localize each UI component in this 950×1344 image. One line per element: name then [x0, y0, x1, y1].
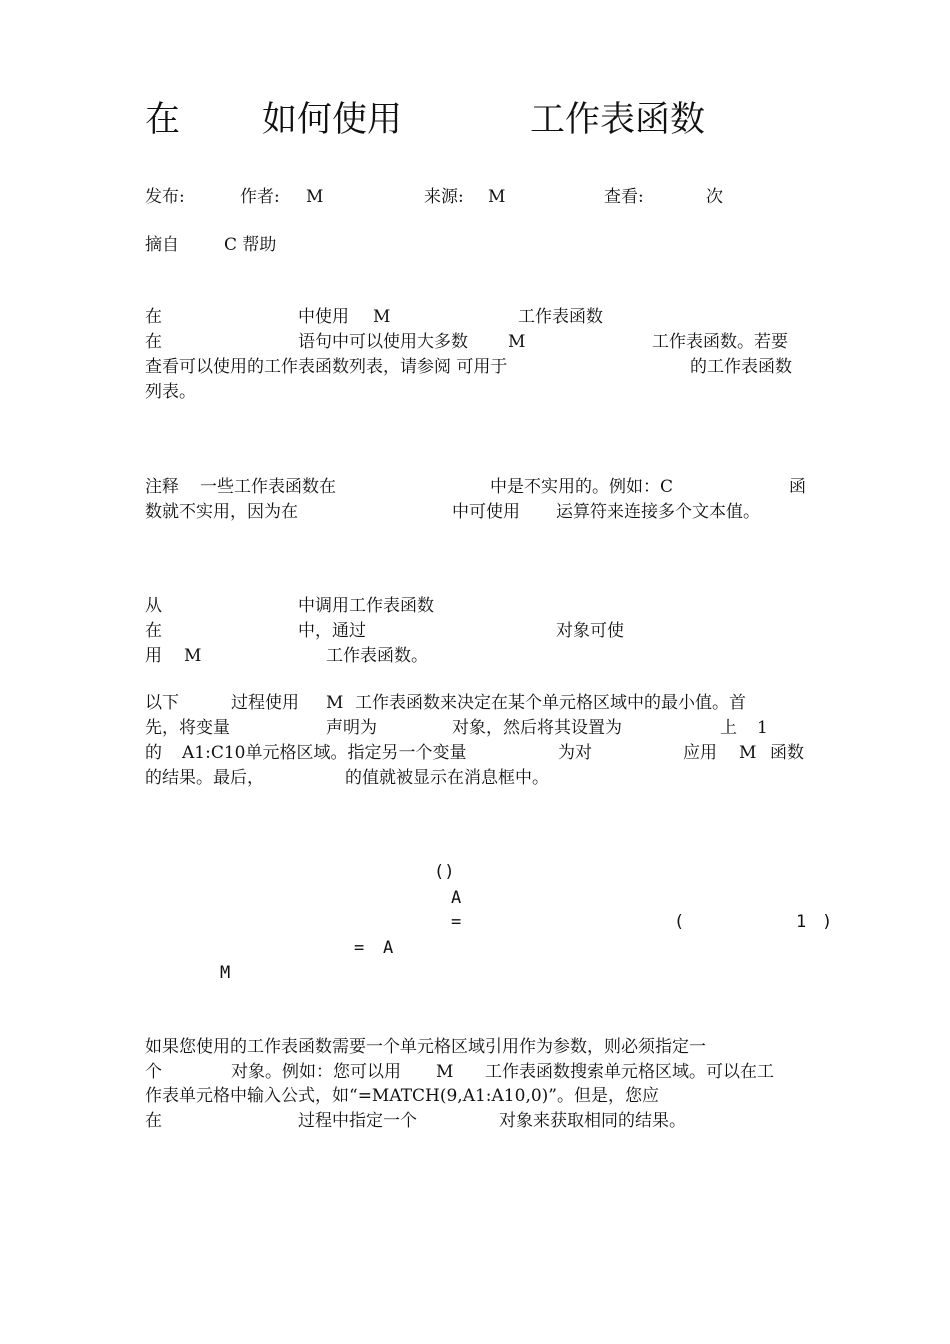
section1-heading-c: 工作表函数 [518, 307, 603, 327]
published-label: 发布: [145, 187, 185, 207]
excerpt-label: 摘自 [145, 235, 179, 255]
para3-line2-a: 先，将变量 [145, 718, 230, 738]
note-line1-d: 函 [789, 477, 806, 497]
section2-line2-m: M [184, 646, 202, 666]
para3-line3-a: 的 [145, 743, 162, 763]
para3-line2-b: 声明为 [326, 718, 377, 738]
para3-line3-c: 为对 [558, 743, 592, 763]
para3-line1-b: 过程使用 [231, 693, 299, 713]
title-part-2: 如何使用 [262, 100, 403, 140]
section2-line1-a: 在 [145, 621, 162, 641]
section2-line2-b: 工作表函数。 [326, 646, 428, 666]
code-line3-d: ) [822, 912, 833, 932]
para4-line2-a: 个 [145, 1062, 162, 1082]
para4-line4-b: 过程中指定一个 [298, 1111, 417, 1131]
section1-heading-m: M [373, 307, 391, 327]
section1-heading-b: 中使用 [298, 307, 349, 327]
views-unit: 次 [706, 187, 723, 207]
author-label: 作者: [240, 187, 280, 207]
note-line2-a: 数就不实用，因为在 [145, 502, 298, 522]
source-label: 来源: [424, 187, 464, 207]
code-line2: A [451, 888, 462, 908]
para3-line2-c: 对象，然后将其设置为 [452, 718, 622, 738]
author-value: M [306, 187, 324, 207]
section1-heading-a: 在 [145, 307, 162, 327]
para3-line3-d: 应用 [683, 743, 717, 763]
para3-line2-e: 1 [757, 718, 768, 738]
title-part-3: 工作表函数 [530, 100, 706, 140]
section2-line1-c: 对象可使 [556, 621, 624, 641]
code-line4-a: = [354, 938, 365, 958]
section1-line1-c: 工作表函数。若要 [652, 332, 788, 352]
code-line4-b: A [383, 938, 394, 958]
code-line3-a: = [451, 912, 462, 932]
section2-line1-b: 中，通过 [298, 621, 366, 641]
section2-line2-a: 用 [145, 646, 162, 666]
para4-line4-c: 对象来获取相同的结果。 [499, 1111, 686, 1131]
section1-line2-b: 的工作表函数 [690, 357, 792, 377]
para3-line3-m: M [739, 743, 757, 763]
section1-line2-a: 查看可以使用的工作表函数列表，请参阅 可用于 [145, 357, 508, 377]
note-line1-c: 中是不实用的。例如：C [490, 477, 674, 497]
para4-line2-b: 对象。例如：您可以用 [231, 1062, 401, 1082]
para4-line1: 如果您使用的工作表函数需要一个单元格区域引用作为参数，则必须指定一 [145, 1037, 706, 1057]
code-line3-b: ( [674, 912, 685, 932]
para3-line4-a: 的结果。最后， [145, 768, 264, 788]
para3-line3-e: 函数 [770, 743, 804, 763]
section1-line3: 列表。 [145, 382, 196, 402]
excerpt-value: C 帮助 [224, 235, 277, 255]
section1-line1-a: 在 [145, 332, 162, 352]
section2-heading-a: 从 [145, 596, 162, 616]
para4-line3: 作表单元格中输入公式，如“=MATCH(9,A1:A10,0)”。但是，您应 [145, 1086, 659, 1106]
note-line1-b: 一些工作表函数在 [200, 477, 336, 497]
para3-line3-b: A1:C10单元格区域。指定另一个变量 [182, 743, 467, 763]
section1-line1-b: 语句中可以使用大多数 [298, 332, 468, 352]
source-value: M [488, 187, 506, 207]
section2-heading-b: 中调用工作表函数 [298, 596, 434, 616]
title-part-1: 在 [145, 100, 181, 140]
para3-line4-b: 的值就被显示在消息框中。 [345, 768, 549, 788]
views-label: 查看: [604, 187, 644, 207]
para3-line1-c: 工作表函数来决定在某个单元格区域中的最小值。首 [355, 693, 746, 713]
note-line2-b: 中可使用 [452, 502, 520, 522]
para3-line1-m: M [326, 693, 344, 713]
para4-line2-c: 工作表函数搜索单元格区域。可以在工 [485, 1062, 774, 1082]
section1-line1-m: M [508, 332, 526, 352]
code-line3-c: 1 [796, 912, 807, 932]
para4-line4-a: 在 [145, 1111, 162, 1131]
para3-line2-d: 上 [720, 718, 737, 738]
note-line2-c: 运算符来连接多个文本值。 [556, 502, 760, 522]
code-line1: () [434, 862, 455, 882]
note-label: 注释 [145, 477, 179, 497]
code-line5: M [220, 963, 231, 983]
para4-line2-m: M [436, 1062, 454, 1082]
para3-line1-a: 以下 [145, 693, 179, 713]
